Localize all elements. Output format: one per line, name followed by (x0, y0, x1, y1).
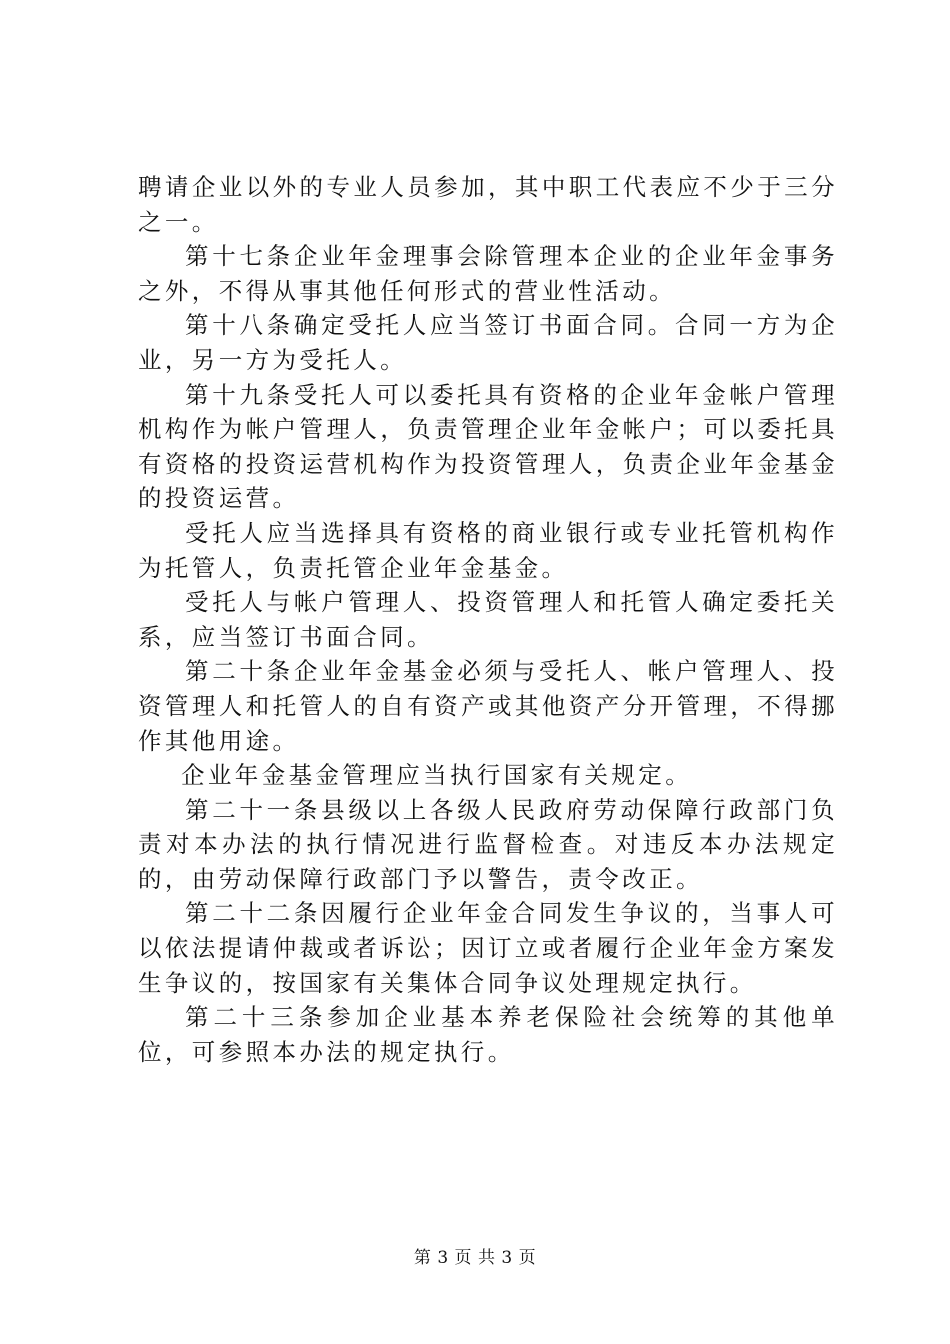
paragraph-custodian: 受托人应当选择具有资格的商业银行或专业托管机构作为托管人，负责托管企业年金基金。 (138, 518, 838, 582)
paragraph-article-22: 第二十二条因履行企业年金合同发生争议的，当事人可以依法提请仲裁或者诉讼；因订立或者履行企业年金方案发生争议的，按国家有关集体合同争议处理规定执行。 (138, 899, 838, 997)
paragraph-article-23: 第二十三条参加企业基本养老保险社会统筹的其他单位，可参照本办法的规定执行。 (138, 1003, 838, 1066)
paragraph-article-21: 第二十一条县级以上各级人民政府劳动保障行政部门负责对本办法的执行情况进行监督检查。对违反本办法规定的，由劳动保障行政部门予以警告，责令改正。 (138, 795, 838, 893)
paragraph-continuation: 聘请企业以外的专业人员参加，其中职工代表应不少于三分之一。 (138, 173, 838, 236)
paragraph-article-19: 第十九条受托人可以委托具有资格的企业年金帐户管理机构作为帐户管理人，负责管理企业年金帐户；可以委托具有资格的投资运营机构作为投资管理人，负责企业年金基金的投资运营。 (138, 380, 838, 513)
paragraph-article-17: 第十七条企业年金理事会除管理本企业的企业年金事务之外，不得从事其他任何形式的营业性活动。 (138, 242, 838, 305)
page-number-footer: 第 3 页 共 3 页 (413, 1248, 537, 1268)
document-body (138, 170, 838, 1069)
paragraph-entrust-relation: 受托人与帐户管理人、投资管理人和托管人确定委托关系，应当签订书面合同。 (138, 588, 838, 651)
paragraph-article-20: 第二十条企业年金基金必须与受托人、帐户管理人、投资管理人和托管人的自有资产或其他资产分开管理，不得挪作其他用途。 (138, 657, 838, 755)
paragraph-fund-management: 企业年金基金管理应当执行国家有关规定。 (181, 761, 693, 790)
paragraph-article-18: 第十八条确定受托人应当签订书面合同。合同一方为企业，另一方为受托人。 (138, 311, 838, 374)
